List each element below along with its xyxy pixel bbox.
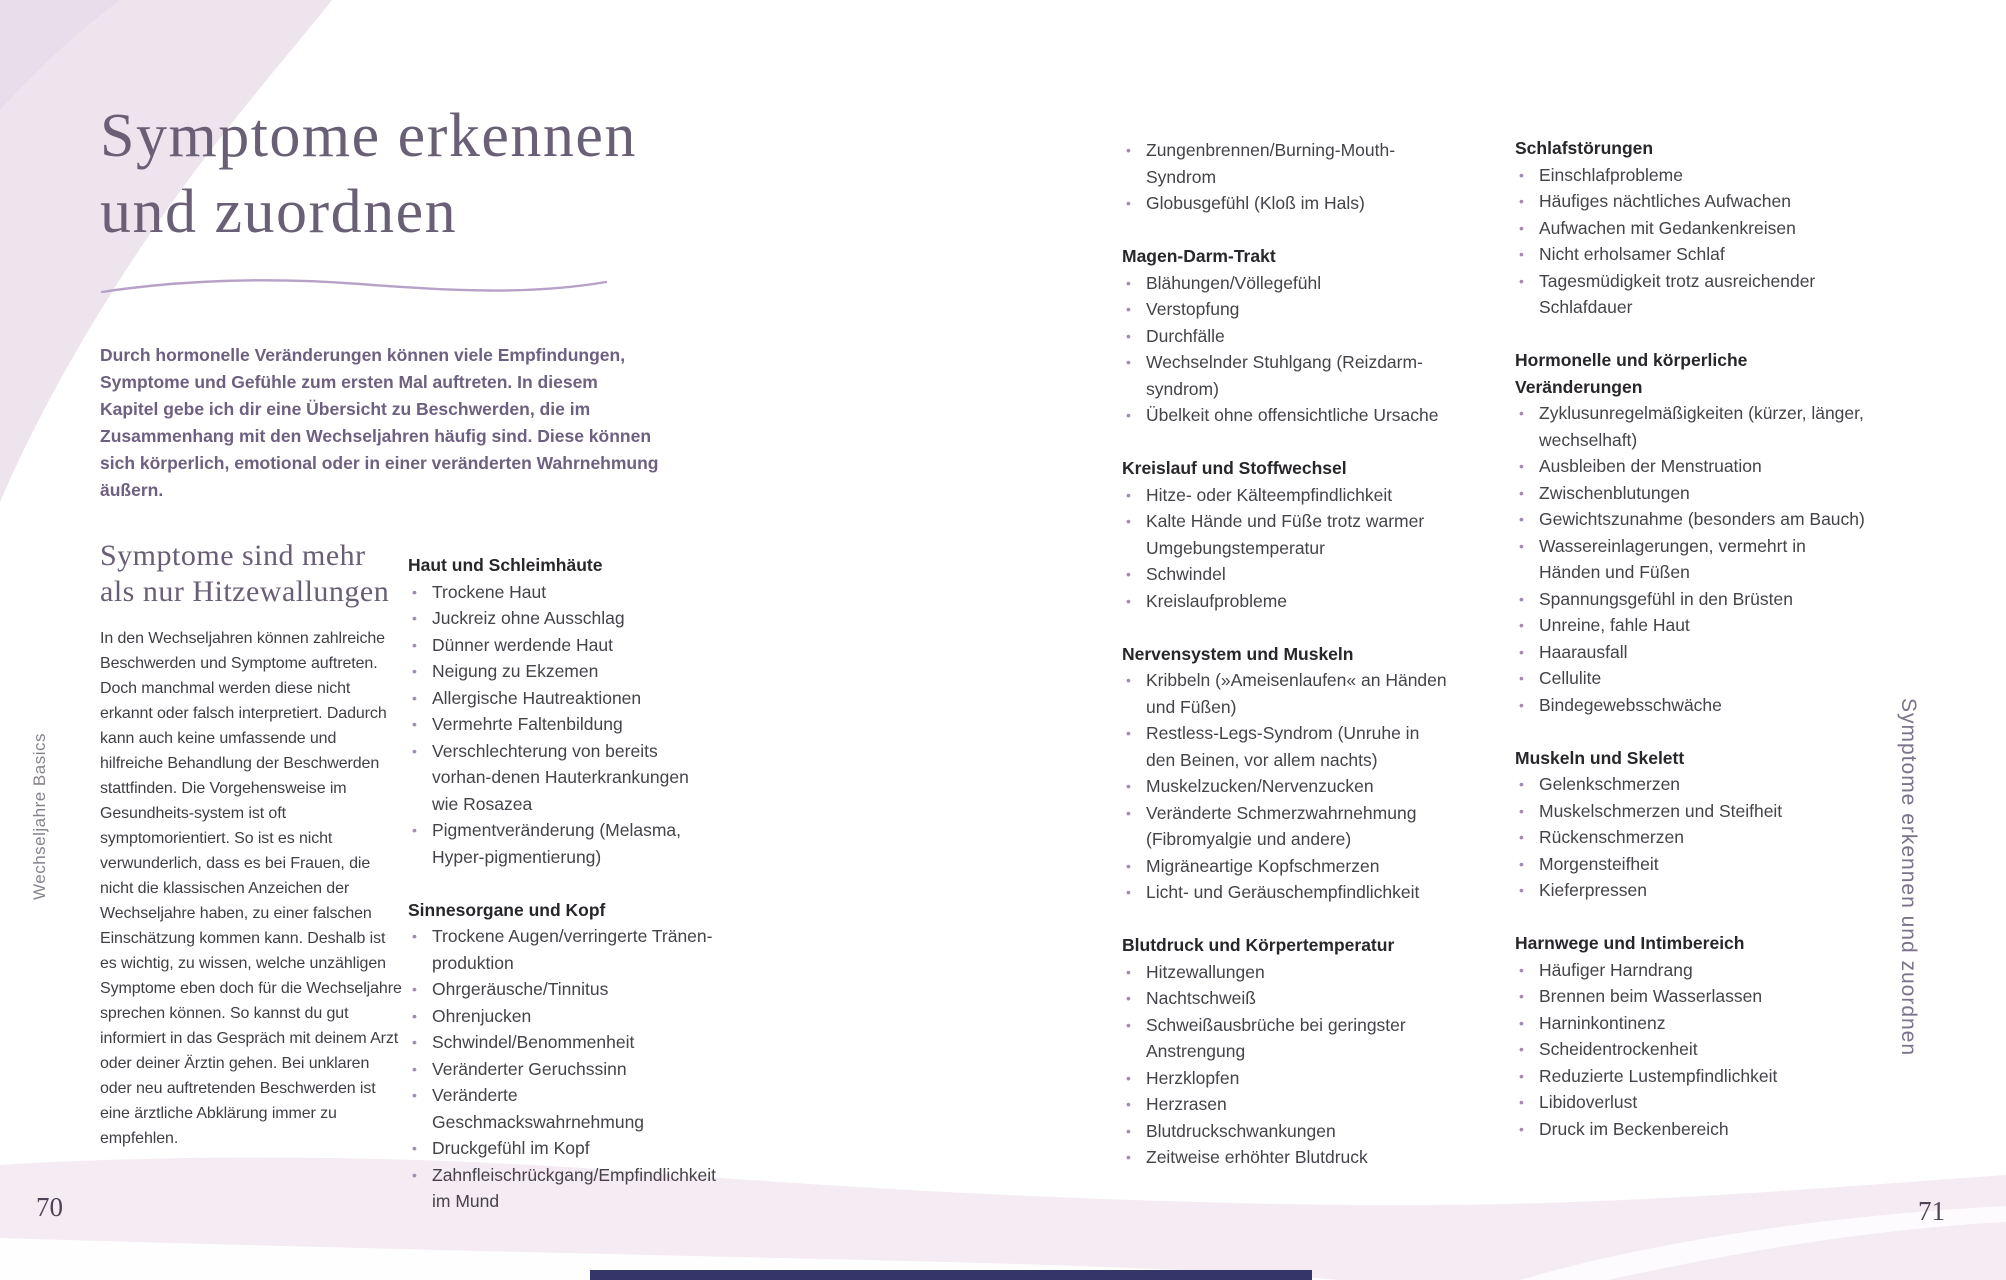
symptom-item: • Haarausfall [1515,639,1867,666]
symptom-item: • Muskelschmerzen und Steifheit [1515,798,1867,825]
symptom-item: • Vermehrte Faltenbildung [408,711,718,738]
symptom-item: • Licht- und Geräuschempfindlichkeit [1122,879,1452,906]
symptom-group-continuation [1122,137,1452,217]
title-divider-wave-icon [100,274,610,300]
symptom-item: • Veränderte Schmerzwahrnehmung (Fibromyalgie und andere) [1122,800,1452,853]
symptom-item: • Cellulite [1515,665,1867,692]
symptom-item: • Ausbleiben der Menstruation [1515,453,1867,480]
intro-paragraph: Durch hormonelle Veränderungen können viele Empfindungen, Symptome und Gefühle zum ersten Mal auftreten. In diesem Kapitel gebe ich dir eine Übersicht zu Beschwerden, die im Zusammenhang mit den Wechseljahren häufig sind. Diese können sich körperlich, emotional oder in einer veränderten Wahrnehmung äußern. [100,345,659,500]
symptom-item: • Ohrenjucken [408,1003,718,1030]
section-heading [100,538,389,610]
symptom-item: • Blähungen/Völlegefühl [1122,270,1452,297]
group-heading: Harnwege und Intimbereich [1515,933,1745,953]
symptom-item: • Gelenkschmerzen [1515,771,1867,798]
symptom-item: • Zeitweise erhöhter Blutdruck [1122,1144,1452,1171]
symptom-group-kreislauf [1122,455,1452,614]
symptom-item: • Schwindel/Benommenheit [408,1029,718,1056]
symptom-item: • Häufiges nächtliches Aufwachen [1515,188,1867,215]
symptom-group-schlaf [1515,135,1867,321]
scan-edge-strip [590,1270,1312,1280]
symptom-item: • Restless-Legs-Syndrom (Unruhe in den Beinen, vor allem nachts) [1122,720,1452,773]
symptom-group-magen-darm [1122,243,1452,429]
symptom-item: • Muskelzucken/Nervenzucken [1122,773,1452,800]
symptom-group-harnwege [1515,930,1867,1142]
symptom-item: • Trockene Augen/verringerte Tränen-produktion [408,923,718,976]
symptom-item: • Nachtschweiß [1122,985,1452,1012]
symptom-group-sinnesorgane [408,897,718,1215]
symptom-item: • Durchfälle [1122,323,1452,350]
symptom-item: • Herzklopfen [1122,1065,1452,1092]
page-number-left: 70 [36,1192,63,1222]
symptom-item: • Verstopfung [1122,296,1452,323]
symptom-item: • Druck im Beckenbereich [1515,1116,1867,1143]
symptom-item: • Globusgefühl (Kloß im Hals) [1122,190,1452,217]
symptom-item: • Häufiger Harndrang [1515,957,1867,984]
symptom-item: • Neigung zu Ekzemen [408,658,718,685]
symptom-list [1515,162,1867,321]
symptom-item: • Reduzierte Lustempfindlichkeit [1515,1063,1867,1090]
group-heading: Magen-Darm-Trakt [1122,246,1276,266]
group-heading: Schlafstörungen [1515,138,1654,158]
symptom-list [1122,270,1452,429]
margin-label-left: Wechseljahre Basics [30,733,49,900]
symptom-item: • Wassereinlagerungen, vermehrt in Händen und Füßen [1515,533,1867,586]
section-heading-line-1: Symptome sind mehr [100,539,366,572]
symptom-item: • Kieferpressen [1515,877,1867,904]
symptom-item: • Kalte Hände und Füße trotz warmer Umgebungstemperatur [1122,508,1452,561]
chapter-title [100,98,637,250]
symptom-list [1122,959,1452,1171]
symptom-group-haut [408,552,718,870]
symptom-list [1515,957,1867,1143]
symptom-item: • Nicht erholsamer Schlaf [1515,241,1867,268]
symptom-item: • Veränderte Geschmackswahrnehmung [408,1082,718,1135]
symptom-item: • Zyklusunregelmäßigkeiten (kürzer, länger, wechselhaft) [1515,400,1867,453]
symptom-list [1122,482,1452,615]
symptom-list [408,923,718,1215]
symptom-group-blutdruck [1122,932,1452,1171]
symptom-column-page70 [408,552,718,1215]
symptom-column-page71-right [1515,135,1867,1142]
symptom-item: • Bindegewebsschwäche [1515,692,1867,719]
group-heading: Blutdruck und Körpertemperatur [1122,935,1395,955]
group-heading: Muskeln und Skelett [1515,747,1685,768]
symptom-group-nervensystem [1122,641,1452,906]
symptom-list [408,579,718,871]
symptom-list [1122,667,1452,906]
symptom-item: • Scheidentrockenheit [1515,1036,1867,1063]
symptom-item: • Zwischenblutungen [1515,480,1867,507]
symptom-item: • Harninkontinenz [1515,1010,1867,1037]
symptom-group-hormonell [1515,347,1867,718]
symptom-item: • Kreislaufprobleme [1122,588,1452,615]
symptom-list [1515,771,1867,904]
symptom-column-page71-left [1122,137,1452,1171]
symptom-item: • Allergische Hautreaktionen [408,685,718,712]
group-heading: Nervensystem und Muskeln [1122,643,1354,664]
group-heading: Kreislauf und Stoffwechsel [1122,458,1347,478]
symptom-item: • Herzrasen [1122,1091,1452,1118]
page-number-right: 71 [1918,1196,1945,1226]
symptom-group-muskeln [1515,745,1867,904]
group-heading: Haut und Schleimhäute [408,555,603,575]
symptom-item: • Kribbeln (»Ameisenlaufen« an Händen und Füßen) [1122,667,1452,720]
chapter-title-line-1: Symptome erkennen [100,102,637,170]
symptom-item: • Migräneartige Kopfschmerzen [1122,853,1452,880]
group-heading: Hormonelle und körperliche Veränderungen [1515,350,1748,397]
symptom-item: • Dünner werdende Haut [408,632,718,659]
section-heading-line-2: als nur Hitzewallungen [100,575,390,608]
symptom-item: • Einschlafprobleme [1515,162,1867,189]
symptom-item: • Juckreiz ohne Ausschlag [408,605,718,632]
symptom-item: • Veränderter Geruchssinn [408,1056,718,1083]
symptom-item: • Zungenbrennen/Burning-Mouth-Syndrom [1122,137,1452,190]
symptom-item: • Schweißausbrüche bei geringster Anstrengung [1122,1012,1452,1065]
symptom-item: • Druckgefühl im Kopf [408,1135,718,1162]
symptom-item: • Verschlechterung von bereits vorhan-denen Hauterkrankungen wie Rosazea [408,738,718,818]
symptom-item: • Libidoverlust [1515,1089,1867,1116]
body-paragraph: In den Wechseljahren können zahlreiche Beschwerden und Symptome auftreten. Doch manchmal werden diese nicht erkannt oder falsch interpretiert. Dadurch kann auch keine umfassende und hilfreiche Behandlung der Beschwerden stattfinden. Die Vorgehensweise im Gesundheits-system ist oft symptomorientiert. So ist es nicht verwunderlich, dass es bei Frauen, die nicht die klassischen Anzeichen der Wechseljahre haben, zu einer falschen Einschätzung kommen kann. Deshalb ist es wichtig, zu wissen, welche unzähligen Symptome eben doch für die Wechseljahre sprechen können. So kannst du gut informiert in das Gespräch mit deinem Arzt oder deiner Ärztin gehen. Bei unklaren oder neu auftretenden Beschwerden ist eine ärztliche Abklärung immer zu empfehlen. [100,630,402,1147]
symptom-item: • Unreine, fahle Haut [1515,612,1867,639]
symptom-item: • Aufwachen mit Gedankenkreisen [1515,215,1867,242]
group-heading: Sinnesorgane und Kopf [408,899,606,920]
symptom-item: • Übelkeit ohne offensichtliche Ursache [1122,402,1452,429]
symptom-item: • Brennen beim Wasserlassen [1515,983,1867,1010]
symptom-item: • Ohrgeräusche/Tinnitus [408,976,718,1003]
chapter-title-line-2: und zuordnen [100,178,458,246]
symptom-item: • Schwindel [1122,561,1452,588]
symptom-item: • Wechselnder Stuhlgang (Reizdarm-syndrom) [1122,349,1452,402]
symptom-item: • Zahnfleischrückgang/Empfindlichkeit im Mund [408,1162,718,1215]
symptom-item: • Blutdruckschwankungen [1122,1118,1452,1145]
symptom-item: • Hitze- oder Kälteempfindlichkeit [1122,482,1452,509]
symptom-item: • Tagesmüdigkeit trotz ausreichender Schlafdauer [1515,268,1867,321]
symptom-item: • Spannungsgefühl in den Brüsten [1515,586,1867,613]
symptom-item: • Trockene Haut [408,579,718,606]
margin-label-right: Symptome erkennen und zuordnen [1897,698,1920,1057]
symptom-list [1515,400,1867,718]
symptom-item: • Rückenschmerzen [1515,824,1867,851]
symptom-item: • Gewichtszunahme (besonders am Bauch) [1515,506,1867,533]
symptom-item: • Morgensteifheit [1515,851,1867,878]
symptom-list [1122,137,1452,217]
symptom-item: • Pigmentveränderung (Melasma, Hyper-pigmentierung) [408,817,718,870]
symptom-item: • Hitzewallungen [1122,959,1452,986]
